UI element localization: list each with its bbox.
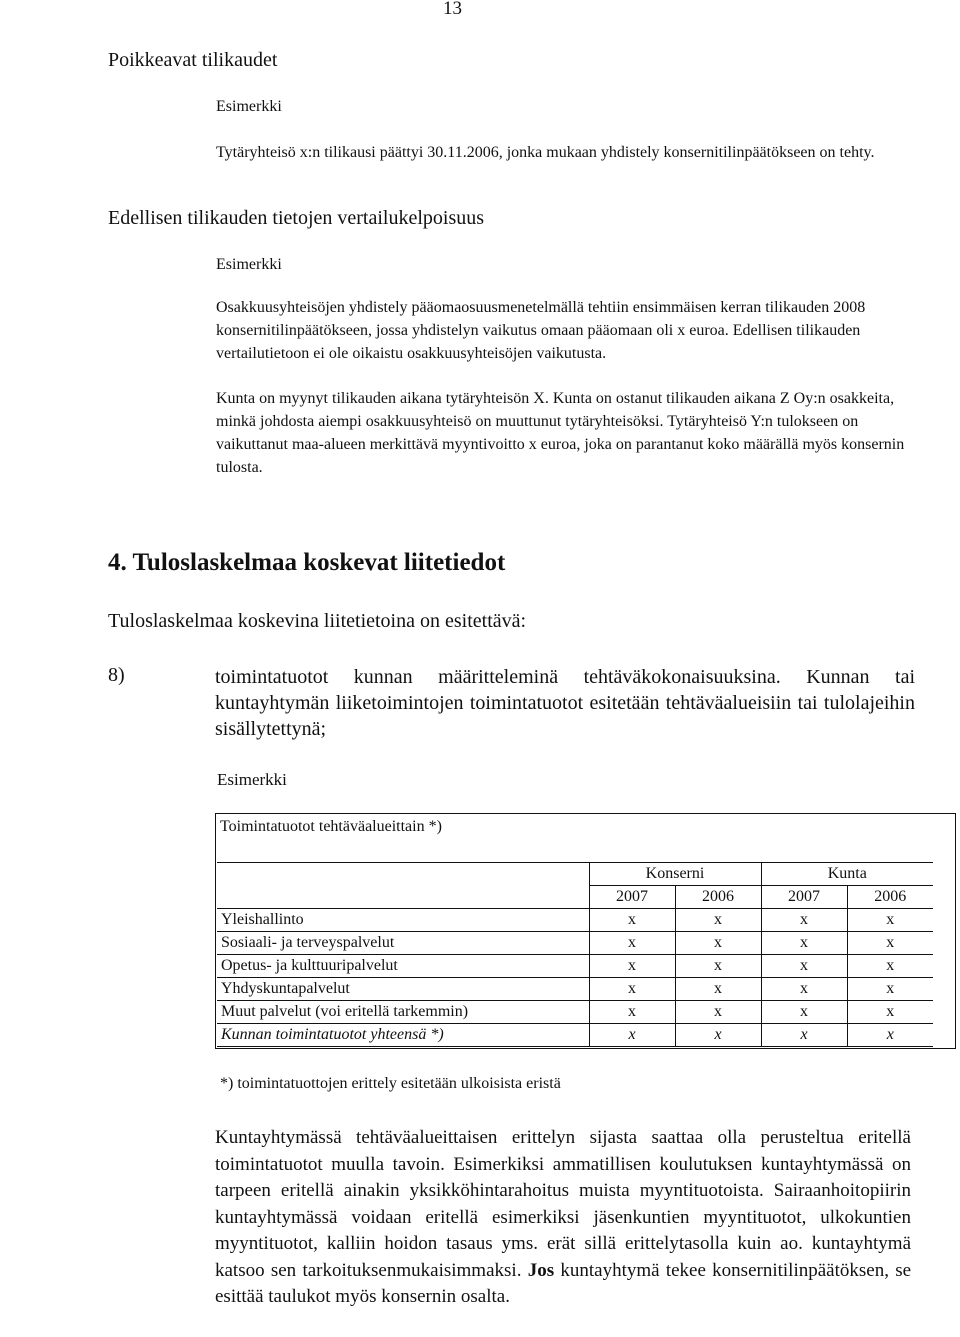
cell-value: x (589, 1024, 675, 1047)
closing-text-start: Kuntayhtymässä tehtäväalueittaisen erittelyn sijasta saattaa olla perusteltua eritellä toimintatuotot muulla tavoin. Esimerkiksi ammatillisen koulutuksen kuntayhtymässä on tarpeen eritellä ainakin yksikköhintarahoitus muista myyntituotoista. Sairaanhoitopiirin kuntayhtymässä voidaan eritellä esimerkiksi jäsenkuntien myyntituotot, ulkokuntien myyntituotot, kalliin hoidon tasaus yms. erät sillä erittelytasolla kuin ao. kuntayhtymä katsoo sen tarkoituksenmukaisimmaksi. (215, 1127, 911, 1281)
table-header-years (217, 886, 933, 909)
table-total-row (217, 1024, 933, 1047)
cell-value: x (675, 932, 761, 955)
cell-value: x (847, 1001, 933, 1024)
column-year: 2006 (847, 886, 933, 909)
example-paragraph-2: Kunta on myynyt tilikauden aikana tytäryhteisön X. Kunta on ostanut tilikauden aikana Z Oy:n osakkeita, minkä johdosta aiempi osakkuusyhteisö on muuttunut tytäryhteisöksi. Tytäryhteisö Y:n tulokseen on vaikuttanut maa-alueen merkittävä myyntivoitto x euroa, joka on parantanut koko määrällä myös konsernin tulosta. (216, 390, 905, 476)
cell-value: x (761, 932, 847, 955)
closing-text-end: kuntayhtymä tekee konsernitilinpäätöksen, se esittää taulukot myös konsernin osalta. (215, 1259, 912, 1307)
table-row (217, 932, 933, 955)
table-title: Toimintatuotot tehtäväalueittain *) (220, 818, 442, 835)
cell-value: x (675, 1001, 761, 1024)
cell-value: x (589, 909, 675, 932)
cell-value: x (847, 1024, 933, 1047)
table-row (217, 978, 933, 1001)
table-footnote: *) toimintatuottojen erittely esitetään ulkoisista eristä (220, 1075, 561, 1092)
cell-value: x (589, 955, 675, 978)
column-year: 2007 (761, 886, 847, 909)
cell-value: x (847, 978, 933, 1001)
cell-value: x (847, 955, 933, 978)
row-label: Yhdyskuntapalvelut (217, 978, 589, 1001)
list-item-text: toimintatuotot kunnan määritteleminä tehtäväkokonaisuuksina. Kunnan tai kuntayhtymän liiketoimintojen toimintatuotot esitetään tehtäväalueisiin tai tulolajeihin sisällytettynä; (215, 666, 915, 740)
chapter-heading: 4. Tuloslaskelmaa koskevat liitetiedot (108, 549, 506, 576)
row-label: Sosiaali- ja terveyspalvelut (217, 932, 589, 955)
row-label: Opetus- ja kulttuuripalvelut (217, 955, 589, 978)
cell-value: x (761, 1024, 847, 1047)
cell-value: x (675, 955, 761, 978)
cell-value: x (761, 1001, 847, 1024)
cell-value: x (761, 909, 847, 932)
example-label: Esimerkki (216, 98, 282, 115)
revenue-table (217, 862, 933, 1047)
cell-value: x (675, 909, 761, 932)
cell-value: x (761, 978, 847, 1001)
section-heading-vertailukelpoisuus: Edellisen tilikauden tietojen vertailukelpoisuus (108, 207, 485, 229)
page-number: 13 (443, 0, 462, 19)
table-row (217, 1001, 933, 1024)
section-heading-poikkeavat: Poikkeavat tilikaudet (108, 49, 278, 71)
example-label: Esimerkki (216, 256, 282, 273)
table-header-groups (217, 863, 933, 886)
column-year: 2007 (589, 886, 675, 909)
cell-value: x (589, 978, 675, 1001)
closing-paragraph (215, 1125, 911, 1311)
column-group-konserni: Konserni (589, 863, 761, 886)
row-label: Kunnan toimintatuotot yhteensä *) (217, 1024, 589, 1047)
cell-value: x (761, 955, 847, 978)
example-paragraph-1: Osakkuusyhteisöjen yhdistely pääomaosuusmenetelmällä tehtiin ensimmäisen kerran tilikauden 2008 konsernitilinpäätökseen, jossa yhdistelyn vaikutus omaan pääomaan oli x euroa. Edellisen tilikauden vertailutietoon ei ole oikaistu osakkuusyhteisöjen vaikutusta. (216, 299, 866, 362)
table-row (217, 955, 933, 978)
table-row (217, 909, 933, 932)
list-item-number: 8) (108, 664, 125, 686)
closing-bold-word: Jos (527, 1259, 555, 1281)
cell-value: x (847, 932, 933, 955)
lead-text: Tuloslaskelmaa koskevina liitetietoina on esitettävä: (108, 610, 527, 632)
example-text: Tytäryhteisö x:n tilikausi päättyi 30.11.2006, jonka mukaan yhdistely konsernitilinpäätökseen on tehty. (216, 144, 875, 161)
example-label: Esimerkki (217, 770, 287, 789)
cell-value: x (589, 1001, 675, 1024)
row-label: Muut palvelut (voi eritellä tarkemmin) (217, 1001, 589, 1024)
cell-value: x (847, 909, 933, 932)
cell-value: x (589, 932, 675, 955)
column-year: 2006 (675, 886, 761, 909)
row-label: Yleishallinto (217, 909, 589, 932)
column-group-kunta: Kunta (761, 863, 933, 886)
cell-value: x (675, 1024, 761, 1047)
cell-value: x (675, 978, 761, 1001)
